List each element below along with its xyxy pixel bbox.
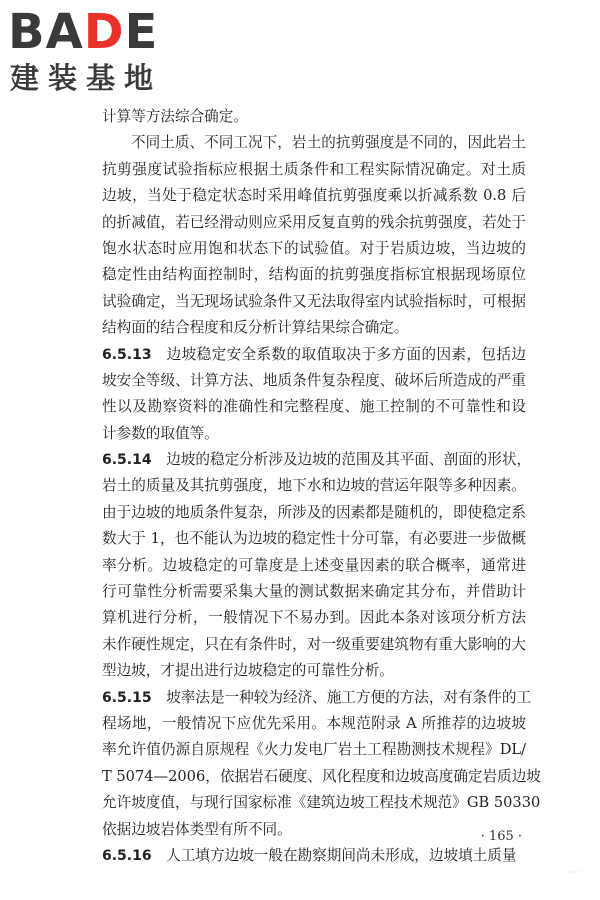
- paragraph-line: [102, 183, 526, 209]
- logo-chinese-text: 建装基地: [10, 61, 163, 95]
- bade-logo: [8, 6, 178, 98]
- line-text: 抗剪强度试验指标应根据土质条件和工程实际情况确定。对土质: [102, 160, 526, 178]
- line-text: 性以及勘察资料的准确性和完整程度、施工控制的不可靠性和设: [102, 398, 526, 416]
- logo-latin-suffix: E: [124, 4, 159, 60]
- paragraph-line: [102, 553, 526, 579]
- line-text: 计参数的取值等。: [102, 424, 219, 442]
- paragraph-line: [102, 843, 526, 869]
- paragraph-line: [102, 711, 526, 737]
- paragraph-line: [102, 473, 526, 499]
- logo-latin-prefix: BA: [8, 4, 84, 60]
- paragraph-line: [102, 421, 526, 447]
- paragraph-line: [102, 817, 526, 843]
- paragraph-line: [102, 315, 526, 341]
- line-text: 行可靠性分析需要采集大量的测试数据来确定其分布，并借助计: [102, 583, 526, 601]
- paragraph-line: [102, 764, 541, 790]
- paragraph-line: [102, 658, 526, 684]
- line-text: 不同土质、不同工况下，岩土的抗剪强度是不同的，因此岩土: [131, 134, 526, 152]
- line-text: 边坡，当处于稳定状态时采用峰值抗剪强度乘以折减系数 0.8 后: [102, 187, 526, 205]
- paragraph-line: [102, 500, 526, 526]
- logo-latin-text: [8, 6, 158, 58]
- clause-number: 6.5.14: [102, 452, 152, 469]
- paragraph-line: [102, 790, 541, 816]
- paragraph-line: [102, 130, 526, 156]
- paragraph-line: [102, 685, 532, 711]
- paragraph-line: [102, 262, 526, 288]
- paragraph-line: [102, 447, 532, 473]
- paragraph-line: [102, 104, 526, 130]
- line-text: 结构面的结合程度和反分析计算结果综合确定。: [102, 319, 409, 337]
- line-text: 程场地，一般情况下应优先采用。本规范附录 A 所推荐的边坡坡: [102, 714, 526, 732]
- line-text: 边坡的稳定分析涉及边坡的范围及其平面、剖面的形状，: [166, 451, 532, 469]
- page-body: [102, 104, 541, 869]
- clause-number: 6.5.15: [102, 689, 152, 706]
- line-text: 的折减值，若已经滑动则应采用反复直剪的残余抗剪强度，若处于: [102, 213, 526, 231]
- line-text: 人工填方边坡一般在勘察期间尚未形成，边坡填土质量: [166, 846, 517, 864]
- line-text: 型边坡，才提出进行边坡稳定的可靠性分析。: [102, 662, 394, 680]
- line-text: 未作硬性规定，只在有条件时，对一级重要建筑物有重大影响的大: [102, 635, 526, 653]
- paragraph-line: [102, 394, 526, 420]
- paragraph-line: [102, 368, 526, 394]
- paragraph-line: [102, 737, 526, 763]
- corner-mark: ··· ··: [568, 868, 586, 878]
- paragraph-line: [102, 236, 526, 262]
- line-text: 率分析。边坡稳定的可靠度是上述变量因素的联合概率，通常进: [102, 556, 526, 574]
- paragraph-line: [102, 526, 526, 552]
- page-number: · 165 ·: [480, 829, 522, 844]
- clause-number: 6.5.13: [102, 346, 152, 363]
- paragraph-line: [102, 210, 526, 236]
- line-text: 边坡稳定安全系数的取值取决于多方面的因素，包括边: [166, 345, 526, 363]
- line-text: 岩土的质量及其抗剪强度，地下水和边坡的营运年限等多种因素。: [102, 477, 526, 495]
- line-text: 坡率法是一种较为经济、施工方便的方法，对有条件的工: [166, 688, 532, 706]
- line-text: 数大于 1，也不能认为边坡的稳定性十分可靠，有必要进一步做概: [102, 530, 526, 548]
- line-text: 算机进行分析，一般情况下不易办到。因此本条对该项分析方法: [102, 609, 526, 627]
- paragraph-line: [102, 289, 526, 315]
- paragraph-line: [102, 157, 526, 183]
- line-text: 试验确定，当无现场试验条件又无法取得室内试验指标时，可根据: [102, 292, 526, 310]
- line-text: 率允许值仍源自原规程《火力发电厂岩土工程勘测技术规程》DL/: [102, 741, 526, 759]
- line-text: 计算等方法综合确定。: [102, 108, 248, 125]
- paragraph-line: [102, 605, 526, 631]
- line-text: 允许坡度值，与现行国家标准《建筑边坡工程技术规范》GB 50330: [102, 794, 541, 812]
- paragraph-line: [102, 342, 526, 368]
- clause-number: 6.5.16: [102, 847, 152, 864]
- line-text: T 5074—2006，依据岩石硬度、风化程度和边坡高度确定岩质边坡: [102, 767, 541, 785]
- line-text: 依据边坡岩体类型有所不同。: [102, 820, 292, 838]
- line-text: 饱水状态时应用饱和状态下的试验值。对于岩质边坡，当边坡的: [102, 239, 526, 257]
- paragraph-line: [102, 632, 526, 658]
- line-text: 稳定性由结构面控制时，结构面的抗剪强度指标宜根据现场原位: [102, 266, 526, 284]
- line-text: 坡安全等级、计算方法、地质条件复杂程度、破坏后所造成的严重: [102, 371, 526, 389]
- paragraph-line: [102, 579, 526, 605]
- line-text: 由于边坡的地质条件复杂，所涉及的因素都是随机的，即使稳定系: [102, 503, 526, 521]
- logo-latin-accent: D: [83, 4, 125, 60]
